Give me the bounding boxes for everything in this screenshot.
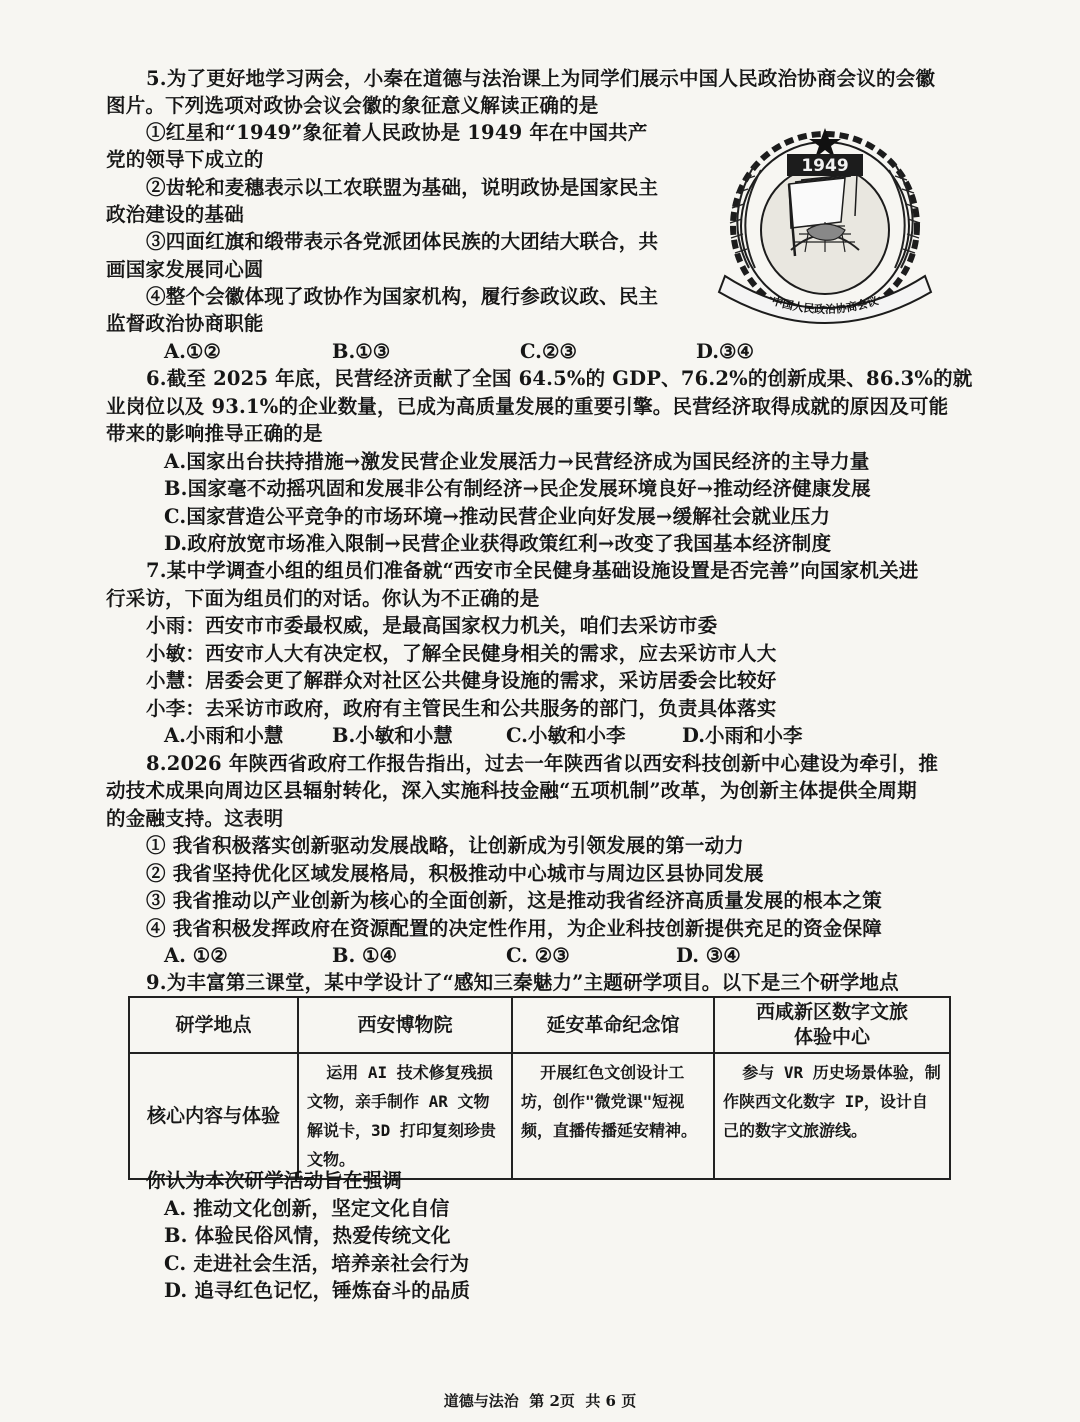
q7-option-a[interactable]: A.小雨和小慧 (164, 724, 284, 747)
table-cell: 运用 AI 技术修复残损文物，亲手制作 AR 文物解说卡，3D 打印复刻珍贵文物。 (298, 1053, 512, 1179)
page-footer: 道德与法治 第 2页 共 6 页 (443, 1392, 637, 1410)
q7-stem-line2: 行采访，下面为组员们的对话。你认为不正确的是 (106, 587, 540, 610)
table-header-row (129, 997, 950, 1053)
q6-option-c[interactable]: C.国家营造公平竞争的市场环境→推动民营企业向好发展→缓解社会就业压力 (164, 505, 831, 528)
q5-statement-4-line2: 监督政治协商职能 (106, 312, 264, 335)
q9-stem: 9.为丰富第三课堂，某中学设计了“感知三秦魅力”主题研学项目。以下是三个研学地点 (146, 971, 899, 994)
q8-option-d[interactable]: D. ③④ (676, 944, 741, 967)
q5-option-a[interactable]: A.①② (164, 340, 221, 363)
table-header-cell (714, 997, 950, 1053)
q5-option-b[interactable]: B.①③ (332, 340, 391, 363)
cppcc-emblem-image (695, 118, 955, 346)
q8-option-a[interactable]: A. ①② (164, 944, 228, 967)
q5-statement-3-line1: ③四面红旗和缎带表示各党派团体民族的大团结大联合，共 (146, 230, 659, 253)
q5-statement-1-line2: 党的领导下成立的 (106, 148, 264, 171)
q7-dialogue-1: 小雨：西安市市委最权威，是最高国家权力机关，咱们去采访市委 (146, 614, 718, 637)
q6-stem-line3: 带来的影响推导正确的是 (106, 422, 323, 445)
q5-stem-line1: 5.为了更好地学习两会，小秦在道德与法治课上为同学们展示中国人民政治协商会议的会徽 (146, 67, 936, 90)
q6-option-b[interactable]: B.国家毫不动摇巩固和发展非公有制经济→民企发展环境良好→推动经济健康发展 (164, 477, 871, 500)
q5-statement-2-line1: ②齿轮和麦穗表示以工农联盟为基础，说明政协是国家民主 (146, 176, 659, 199)
q8-option-c[interactable]: C. ②③ (506, 944, 570, 967)
emblem-year: 1949 (801, 156, 849, 176)
q5-statement-2-line2: 政治建设的基础 (106, 203, 244, 226)
q5-statement-3-line2: 画国家发展同心圆 (106, 258, 264, 281)
study-sites-table (128, 996, 951, 1180)
q9-option-d[interactable]: D. 追寻红色记忆，锤炼奋斗的品质 (164, 1279, 471, 1302)
q8-stem-line1: 8.2026 年陕西省政府工作报告指出，过去一年陕西省以西安科技创新中心建设为牵引，推 (146, 752, 939, 775)
q5-statement-4-line1: ④整个会徽体现了政协作为国家机构，履行参政议政、民主 (146, 285, 659, 308)
table-row (129, 1053, 950, 1179)
q7-stem-line1: 7.某中学调查小组的组员们准备就“西安市全民健身基础设施设置是否完善”向国家机关进 (146, 559, 919, 582)
q8-stem-line3: 的金融支持。这表明 (106, 807, 284, 830)
q8-stem-line2: 动技术成果向周边区县辐射转化，深入实施科技金融“五项机制”改革，为创新主体提供全周期 (106, 779, 917, 802)
q6-option-d[interactable]: D.政府放宽市场准入限制→民营企业获得政策红利→改变了我国基本经济制度 (164, 532, 832, 555)
table-cell: 参与 VR 历史场景体验，制作陕西文化数字 IP，设计自己的数字文旅游线。 (714, 1053, 950, 1179)
q6-stem-line1: 6.截至 2025 年底，民营经济贡献了全国 64.5%的 GDP、76.2%的创新成果、86.3%的就 (146, 367, 973, 390)
q9-option-b[interactable]: B. 体验民俗风情，热爱传统文化 (164, 1224, 451, 1247)
q7-option-b[interactable]: B.小敏和小慧 (332, 724, 453, 747)
q7-dialogue-4: 小李：去采访市政府，政府有主管民生和公共服务的部门，负责具体落实 (146, 697, 777, 720)
q8-option-b[interactable]: B. ①④ (332, 944, 398, 967)
q6-option-a[interactable]: A.国家出台扶持措施→激发民营企业发展活力→民营经济成为国民经济的主导力量 (164, 450, 870, 473)
table-header-cell: 延安革命纪念馆 (512, 997, 714, 1053)
table-header-cell: 研学地点 (129, 997, 298, 1053)
q8-statement-3: ③ 我省推动以产业创新为核心的全面创新，这是推动我省经济高质量发展的根本之策 (146, 889, 882, 912)
q6-stem-line2: 业岗位以及 93.1%的企业数量，已成为高质量发展的重要引擎。民营经济取得成就的原因及可能 (106, 395, 949, 418)
table-header-cell: 西安博物院 (298, 997, 512, 1053)
table-header-line: 体验中心 (793, 1026, 870, 1048)
q8-statement-4: ④ 我省积极发挥政府在资源配置的决定性作用，为企业科技创新提供充足的资金保障 (146, 917, 882, 940)
q8-statement-2: ② 我省坚持优化区域发展格局，积极推动中心城市与周边区县协同发展 (146, 862, 764, 885)
q9-option-a[interactable]: A. 推动文化创新，坚定文化自信 (164, 1197, 450, 1220)
table-cell: 开展红色文创设计工坊，创作"微党课"短视频，直播传播延安精神。 (512, 1053, 714, 1179)
q7-option-c[interactable]: C.小敏和小李 (506, 724, 626, 747)
q5-statement-1-line1: ①红星和“1949”象征着人民政协是 1949 年在中国共产 (146, 121, 648, 144)
q7-dialogue-2: 小敏：西安市人大有决定权，了解全民健身相关的需求，应去采访市人大 (146, 642, 777, 665)
q7-option-d[interactable]: D.小雨和小李 (682, 724, 803, 747)
q9-option-c[interactable]: C. 走进社会生活，培养亲社会行为 (164, 1252, 470, 1275)
q5-option-c[interactable]: C.②③ (520, 340, 577, 363)
table-header-line: 西咸新区数字文旅 (755, 1001, 908, 1023)
q7-dialogue-3: 小慧：居委会更了解群众对社区公共健身设施的需求，采访居委会比较好 (146, 669, 777, 692)
table-row-label: 核心内容与体验 (129, 1053, 298, 1179)
emblem-ribbon-text: 中国人民政治协商会议 (770, 294, 880, 317)
q5-stem-line2: 图片。下列选项对政协会议会徽的象征意义解读正确的是 (106, 94, 599, 117)
q5-option-d[interactable]: D.③④ (696, 340, 754, 363)
q8-statement-1: ① 我省积极落实创新驱动发展战略，让创新成为引领发展的第一动力 (146, 834, 744, 857)
q9-question: 你认为本次研学活动旨在强调 (146, 1169, 403, 1192)
